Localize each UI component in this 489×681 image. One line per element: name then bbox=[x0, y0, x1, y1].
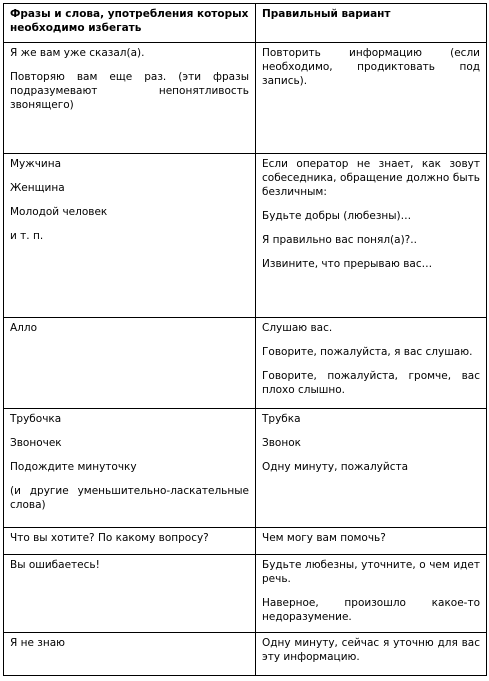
correct-phrase: Трубка bbox=[262, 413, 301, 425]
avoid-cell bbox=[4, 409, 256, 528]
correct-phrase: Если оператор не знает, как зовут собеседника, обращение должно быть безличным: bbox=[262, 158, 480, 198]
correct-cell bbox=[256, 528, 487, 555]
avoid-phrase: Молодой человек bbox=[10, 206, 108, 218]
avoid-cell bbox=[4, 528, 256, 555]
avoid-phrase: Женщина bbox=[10, 182, 65, 194]
avoid-cell bbox=[4, 43, 256, 154]
table-row bbox=[4, 633, 487, 676]
header-avoid-phrases: Фразы и слова, употребления которых необходимо избегать bbox=[4, 4, 256, 43]
avoid-phrase: Что вы хотите? По какому вопросу? bbox=[10, 532, 209, 544]
correct-phrase: Одну минуту, пожалуйста bbox=[262, 461, 409, 473]
correct-cell bbox=[256, 43, 487, 154]
avoid-phrase: Алло bbox=[10, 322, 38, 334]
correct-phrase: Повторить информацию (если необходимо, продиктовать под запись). bbox=[262, 47, 480, 87]
correct-cell bbox=[256, 154, 487, 318]
avoid-phrase: Вы ошибаетесь! bbox=[10, 559, 100, 571]
avoid-phrase: Подождите минуточку bbox=[10, 461, 137, 473]
table-row bbox=[4, 409, 487, 528]
header-correct-variant: Правильный вариант bbox=[256, 4, 487, 43]
correct-phrase: Одну минуту, сейчас я уточню для вас эту информацию. bbox=[262, 637, 480, 663]
avoid-cell bbox=[4, 154, 256, 318]
correct-phrase: Я правильно вас понял(а)?.. bbox=[262, 234, 417, 246]
avoid-phrase: Я не знаю bbox=[10, 637, 66, 649]
correct-cell bbox=[256, 633, 487, 676]
correct-phrase: Говорите, пожалуйста, я вас слушаю. bbox=[262, 346, 473, 358]
correct-phrase: Будьте любезны, уточните, о чем идет речь. bbox=[262, 559, 480, 585]
avoid-phrase: Повторяю вам еще раз. (эти фразы подразумевают непонятливость звонящего) bbox=[10, 71, 249, 111]
correct-cell bbox=[256, 409, 487, 528]
correct-phrase: Будьте добры (любезны)… bbox=[262, 210, 412, 222]
avoid-cell bbox=[4, 318, 256, 409]
table-row bbox=[4, 318, 487, 409]
correct-phrase: Звонок bbox=[262, 437, 301, 449]
avoid-phrase: Мужчина bbox=[10, 158, 62, 170]
table-header-row bbox=[4, 4, 487, 43]
avoid-cell bbox=[4, 633, 256, 676]
table-row bbox=[4, 43, 487, 154]
avoid-phrase: и т. п. bbox=[10, 230, 44, 242]
table-row bbox=[4, 555, 487, 633]
avoid-phrase: Звоночек bbox=[10, 437, 62, 449]
correct-cell bbox=[256, 555, 487, 633]
phrases-table bbox=[3, 3, 487, 676]
avoid-phrase: (и другие уменьшительно-ласкательные слова) bbox=[10, 485, 249, 511]
correct-phrase: Извините, что прерываю вас… bbox=[262, 258, 433, 270]
correct-cell bbox=[256, 318, 487, 409]
avoid-phrase: Я же вам уже сказал(а). bbox=[10, 47, 145, 59]
table-row bbox=[4, 154, 487, 318]
avoid-cell bbox=[4, 555, 256, 633]
table-row bbox=[4, 528, 487, 555]
correct-phrase: Говорите, пожалуйста, громче, вас плохо слышно. bbox=[262, 370, 480, 396]
avoid-phrase: Трубочка bbox=[10, 413, 62, 425]
correct-phrase: Слушаю вас. bbox=[262, 322, 333, 334]
correct-phrase: Чем могу вам помочь? bbox=[262, 532, 386, 544]
correct-phrase: Наверное, произошло какое-то недоразумение. bbox=[262, 597, 480, 623]
